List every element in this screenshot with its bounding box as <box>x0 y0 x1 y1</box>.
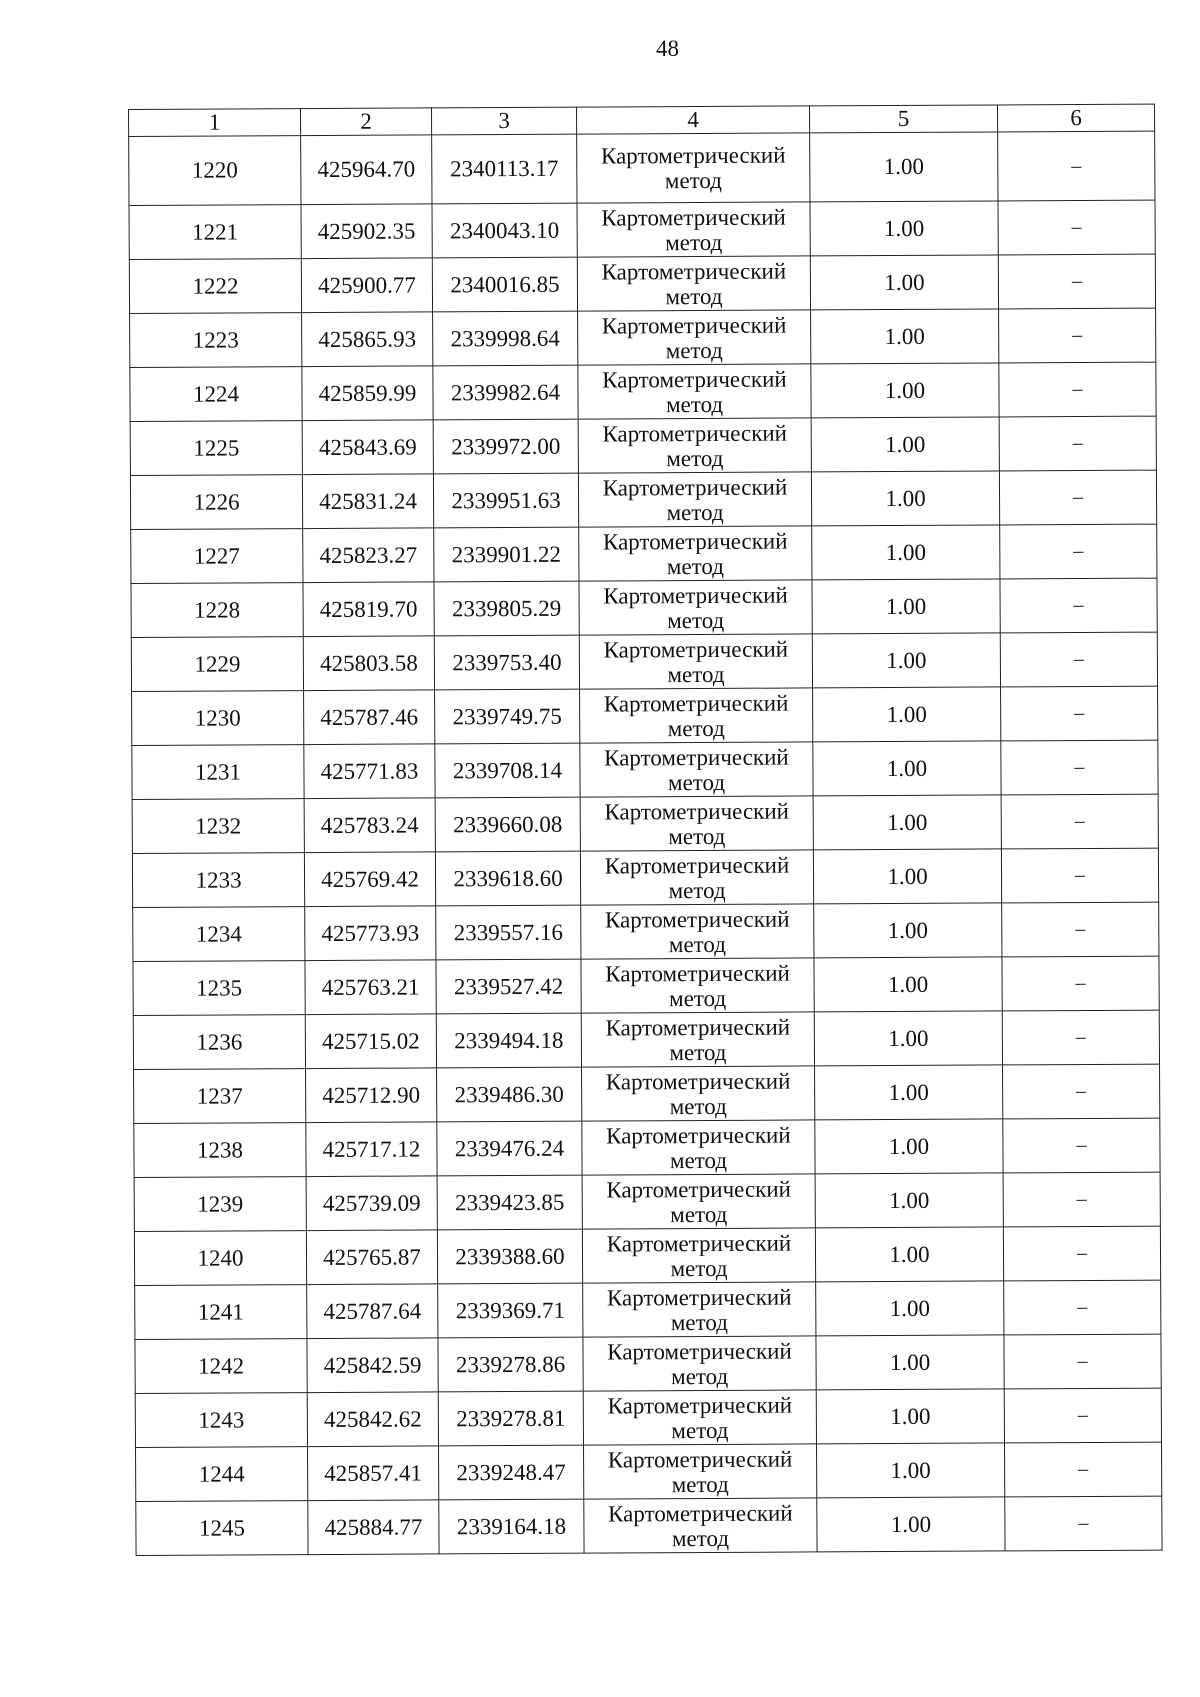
note-cell: – <box>1000 578 1157 633</box>
table-row <box>133 902 1159 961</box>
x-coordinate-cell: 425771.83 <box>304 744 435 799</box>
method-text: Картометрический метод <box>603 636 789 687</box>
point-number-cell: 1225 <box>130 421 302 476</box>
accuracy-cell: 1.00 <box>811 309 999 364</box>
y-coordinate-cell: 2339278.86 <box>438 1337 583 1392</box>
point-number-cell: 1239 <box>134 1177 306 1232</box>
accuracy-cell: 1.00 <box>810 201 998 256</box>
page-number: 48 <box>656 36 679 61</box>
y-coordinate-cell: 2339708.14 <box>435 743 580 798</box>
method-text: Картометрический метод <box>607 1338 792 1389</box>
accuracy-cell: 1.00 <box>816 1281 1004 1336</box>
y-coordinate-cell: 2339476.24 <box>437 1121 582 1176</box>
accuracy-cell: 1.00 <box>810 255 998 310</box>
accuracy-cell: 1.00 <box>811 471 999 526</box>
point-number-cell: 1232 <box>132 799 304 854</box>
method-text: Картометрический метод <box>602 420 788 471</box>
accuracy-cell: 1.00 <box>816 1389 1004 1444</box>
column-header-5: 5 <box>809 105 997 133</box>
point-number-cell: 1221 <box>129 205 301 260</box>
accuracy-cell: 1.00 <box>815 1227 1003 1282</box>
note-cell: – <box>1002 1010 1159 1065</box>
accuracy-cell: 1.00 <box>812 579 1000 634</box>
note-cell: – <box>1004 1442 1161 1497</box>
table-row <box>135 1334 1161 1393</box>
method-text: Картометрический метод <box>604 744 789 795</box>
method-cell <box>582 1066 815 1121</box>
accuracy-cell: 1.00 <box>810 132 998 202</box>
note-cell: – <box>1003 1172 1160 1227</box>
x-coordinate-cell: 425900.77 <box>301 258 432 313</box>
column-header-1: 1 <box>129 109 301 137</box>
table-row <box>129 254 1155 313</box>
method-cell <box>583 1282 816 1337</box>
y-coordinate-cell: 2339951.63 <box>433 473 578 528</box>
method-text: Картометрический метод <box>601 258 787 309</box>
method-cell <box>581 958 814 1013</box>
x-coordinate-cell: 425884.77 <box>308 1500 439 1555</box>
point-number-cell: 1236 <box>133 1015 305 1070</box>
accuracy-cell: 1.00 <box>812 525 1000 580</box>
x-coordinate-cell: 425787.46 <box>304 690 435 745</box>
column-header-3: 3 <box>431 107 576 135</box>
y-coordinate-cell: 2339423.85 <box>437 1175 582 1230</box>
y-coordinate-cell: 2339660.08 <box>435 797 580 852</box>
method-text: Картометрический метод <box>605 1014 791 1065</box>
table-row <box>129 200 1155 259</box>
method-cell <box>577 256 810 311</box>
method-text: Картометрический метод <box>607 1392 793 1443</box>
method-text: Картометрический метод <box>607 1446 793 1497</box>
x-coordinate-cell: 425765.87 <box>306 1230 437 1285</box>
y-coordinate-cell: 2339901.22 <box>434 527 579 582</box>
y-coordinate-cell: 2339527.42 <box>436 959 581 1014</box>
method-text: Картометрический метод <box>608 1500 793 1551</box>
method-text: Картометрический метод <box>604 906 790 957</box>
x-coordinate-cell: 425843.69 <box>302 420 433 475</box>
accuracy-cell: 1.00 <box>815 1173 1003 1228</box>
point-number-cell: 1226 <box>130 475 302 530</box>
column-header-2: 2 <box>301 108 432 136</box>
column-header-6: 6 <box>997 104 1154 132</box>
note-cell: – <box>999 362 1156 417</box>
point-number-cell: 1228 <box>131 583 303 638</box>
method-text: Картометрический метод <box>603 582 788 633</box>
method-text: Картометрический метод <box>602 528 788 579</box>
point-number-cell: 1229 <box>131 637 303 692</box>
table-row <box>129 131 1155 205</box>
method-cell <box>580 796 813 851</box>
point-number-cell: 1220 <box>129 136 301 206</box>
method-cell <box>578 364 811 419</box>
table-row <box>134 1118 1160 1177</box>
y-coordinate-cell: 2339972.00 <box>433 419 578 474</box>
x-coordinate-cell: 425842.59 <box>307 1338 438 1393</box>
method-cell <box>578 310 811 365</box>
method-cell <box>582 1228 815 1283</box>
table-row <box>133 956 1159 1015</box>
x-coordinate-cell: 425859.99 <box>302 366 433 421</box>
table-body <box>129 131 1162 1555</box>
method-cell <box>580 850 813 905</box>
note-cell: – <box>999 308 1156 363</box>
method-text: Картометрический метод <box>601 204 786 255</box>
point-number-cell: 1231 <box>132 745 304 800</box>
method-text: Картометрический метод <box>605 960 790 1011</box>
y-coordinate-cell: 2339248.47 <box>439 1445 584 1500</box>
method-cell <box>577 202 810 257</box>
note-cell: – <box>1001 740 1158 795</box>
method-cell <box>581 904 814 959</box>
note-cell: – <box>1000 632 1157 687</box>
note-cell: – <box>1001 794 1158 849</box>
table-row <box>136 1496 1162 1555</box>
table-row <box>130 416 1156 475</box>
accuracy-cell: 1.00 <box>813 687 1001 742</box>
y-coordinate-cell: 2339388.60 <box>437 1229 582 1284</box>
method-cell <box>580 742 813 797</box>
table-row <box>131 632 1157 691</box>
note-cell: – <box>998 131 1155 201</box>
method-text: Картометрический метод <box>606 1284 792 1335</box>
method-cell <box>582 1120 815 1175</box>
note-cell: – <box>1004 1280 1161 1335</box>
table-row <box>130 470 1156 529</box>
method-text: Картометрический метод <box>604 798 789 849</box>
point-number-cell: 1234 <box>133 907 305 962</box>
x-coordinate-cell: 425819.70 <box>303 582 434 637</box>
method-cell <box>577 133 810 203</box>
method-text: Картометрический метод <box>602 474 788 525</box>
table-row <box>136 1442 1162 1501</box>
y-coordinate-cell: 2339557.16 <box>436 905 581 960</box>
accuracy-cell: 1.00 <box>814 903 1002 958</box>
table-row <box>134 1172 1160 1231</box>
method-text: Картометрический метод <box>603 690 789 741</box>
point-number-cell: 1237 <box>134 1069 306 1124</box>
note-cell: – <box>998 200 1155 255</box>
method-text: Картометрический метод <box>600 142 786 194</box>
point-number-cell: 1240 <box>134 1231 306 1286</box>
note-cell: – <box>999 416 1156 471</box>
x-coordinate-cell: 425739.09 <box>306 1176 437 1231</box>
x-coordinate-cell: 425857.41 <box>308 1446 439 1501</box>
method-cell <box>584 1498 817 1553</box>
y-coordinate-cell: 2340016.85 <box>432 257 577 312</box>
table-row <box>132 740 1158 799</box>
accuracy-cell: 1.00 <box>813 741 1001 796</box>
method-cell <box>578 418 811 473</box>
point-number-cell: 1241 <box>135 1285 307 1340</box>
point-number-cell: 1230 <box>132 691 304 746</box>
method-text: Картометрический метод <box>606 1176 791 1227</box>
table-row <box>132 794 1158 853</box>
y-coordinate-cell: 2339486.30 <box>437 1067 582 1122</box>
y-coordinate-cell: 2339494.18 <box>436 1013 581 1068</box>
table-row <box>135 1388 1161 1447</box>
x-coordinate-cell: 425712.90 <box>306 1068 437 1123</box>
method-cell <box>579 580 812 635</box>
table-row <box>134 1064 1160 1123</box>
method-cell <box>578 472 811 527</box>
column-header-4: 4 <box>576 106 809 134</box>
table-row <box>132 686 1158 745</box>
note-cell: – <box>1001 686 1158 741</box>
note-cell: – <box>1003 1118 1160 1173</box>
x-coordinate-cell: 425783.24 <box>304 798 435 853</box>
note-cell: – <box>1002 902 1159 957</box>
point-number-cell: 1223 <box>130 313 302 368</box>
method-text: Картометрический метод <box>606 1122 791 1173</box>
x-coordinate-cell: 425842.62 <box>307 1392 438 1447</box>
method-cell <box>583 1336 816 1391</box>
table-row <box>131 578 1157 637</box>
point-number-cell: 1224 <box>130 367 302 422</box>
accuracy-cell: 1.00 <box>817 1497 1005 1552</box>
method-text: Картометрический метод <box>601 312 787 363</box>
x-coordinate-cell: 425717.12 <box>306 1122 437 1177</box>
point-number-cell: 1242 <box>135 1339 307 1394</box>
accuracy-cell: 1.00 <box>811 417 999 472</box>
note-cell: – <box>1003 1226 1160 1281</box>
table-row <box>132 848 1158 907</box>
note-cell: – <box>1000 524 1157 579</box>
table-row <box>133 1010 1159 1069</box>
note-cell: – <box>999 470 1156 525</box>
x-coordinate-cell: 425902.35 <box>301 204 432 259</box>
note-cell: – <box>1005 1496 1162 1551</box>
table-row <box>135 1280 1161 1339</box>
method-cell <box>582 1174 815 1229</box>
x-coordinate-cell: 425964.70 <box>301 135 432 205</box>
x-coordinate-cell: 425831.24 <box>302 474 433 529</box>
note-cell: – <box>998 254 1155 309</box>
y-coordinate-cell: 2340113.17 <box>432 134 577 204</box>
method-text: Картометрический метод <box>606 1230 792 1281</box>
note-cell: – <box>1004 1388 1161 1443</box>
method-cell <box>579 526 812 581</box>
y-coordinate-cell: 2339805.29 <box>434 581 579 636</box>
point-number-cell: 1233 <box>132 853 304 908</box>
accuracy-cell: 1.00 <box>814 957 1002 1012</box>
y-coordinate-cell: 2339982.64 <box>433 365 578 420</box>
method-text: Картометрический метод <box>605 1068 791 1119</box>
coordinates-sheet <box>128 104 1162 1556</box>
method-cell <box>583 1390 816 1445</box>
y-coordinate-cell: 2339369.71 <box>438 1283 583 1338</box>
accuracy-cell: 1.00 <box>816 1335 1004 1390</box>
note-cell: – <box>1003 1064 1160 1119</box>
y-coordinate-cell: 2339164.18 <box>439 1499 584 1554</box>
accuracy-cell: 1.00 <box>815 1065 1003 1120</box>
accuracy-cell: 1.00 <box>816 1443 1004 1498</box>
point-number-cell: 1238 <box>134 1123 306 1178</box>
method-text: Картометрический метод <box>602 366 787 417</box>
y-coordinate-cell: 2339618.60 <box>435 851 580 906</box>
table-row <box>130 362 1156 421</box>
note-cell: – <box>1002 956 1159 1011</box>
note-cell: – <box>1004 1334 1161 1389</box>
table-row <box>130 308 1156 367</box>
accuracy-cell: 1.00 <box>814 1011 1002 1066</box>
table-row <box>131 524 1157 583</box>
accuracy-cell: 1.00 <box>813 849 1001 904</box>
y-coordinate-cell: 2339753.40 <box>434 635 579 690</box>
method-cell <box>579 634 812 689</box>
method-cell <box>581 1012 814 1067</box>
point-number-cell: 1244 <box>136 1447 308 1502</box>
table-row <box>134 1226 1160 1285</box>
point-number-cell: 1227 <box>131 529 303 584</box>
x-coordinate-cell: 425769.42 <box>304 852 435 907</box>
accuracy-cell: 1.00 <box>813 795 1001 850</box>
point-number-cell: 1245 <box>136 1501 308 1556</box>
method-cell <box>584 1444 817 1499</box>
point-number-cell: 1222 <box>129 259 301 314</box>
point-number-cell: 1235 <box>133 961 305 1016</box>
x-coordinate-cell: 425773.93 <box>305 906 436 961</box>
note-cell: – <box>1001 848 1158 903</box>
method-cell <box>580 688 813 743</box>
x-coordinate-cell: 425715.02 <box>305 1014 436 1069</box>
x-coordinate-cell: 425787.64 <box>307 1284 438 1339</box>
coordinates-table <box>128 104 1163 1556</box>
accuracy-cell: 1.00 <box>815 1119 1003 1174</box>
accuracy-cell: 1.00 <box>811 363 999 418</box>
x-coordinate-cell: 425763.21 <box>305 960 436 1015</box>
method-text: Картометрический метод <box>604 852 790 903</box>
x-coordinate-cell: 425803.58 <box>303 636 434 691</box>
accuracy-cell: 1.00 <box>812 633 1000 688</box>
point-number-cell: 1243 <box>135 1393 307 1448</box>
x-coordinate-cell: 425823.27 <box>303 528 434 583</box>
x-coordinate-cell: 425865.93 <box>302 312 433 367</box>
y-coordinate-cell: 2339998.64 <box>433 311 578 366</box>
y-coordinate-cell: 2339278.81 <box>438 1391 583 1446</box>
y-coordinate-cell: 2339749.75 <box>435 689 580 744</box>
y-coordinate-cell: 2340043.10 <box>432 203 577 258</box>
